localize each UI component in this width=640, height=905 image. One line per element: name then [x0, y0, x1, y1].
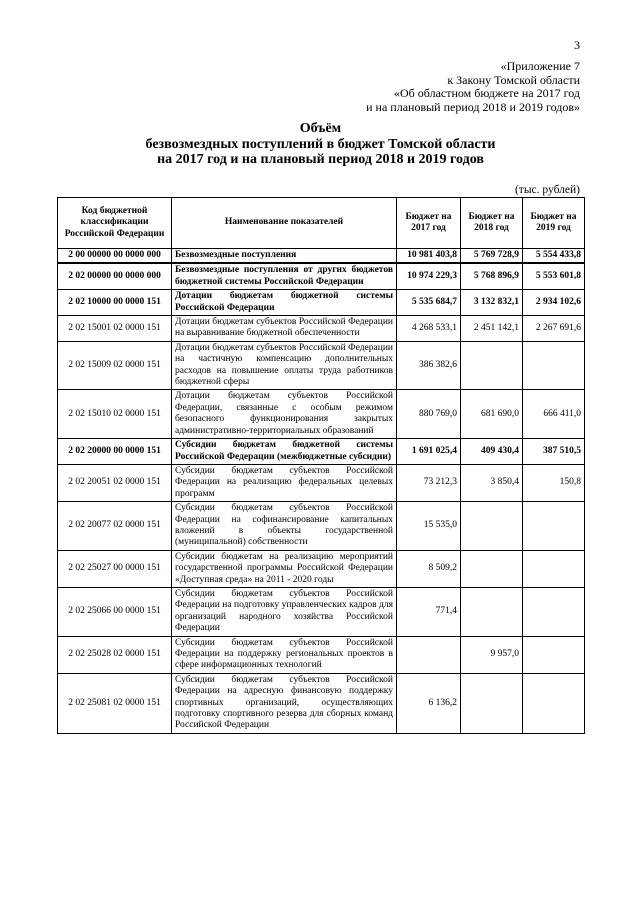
row-name: Субсидии бюджетам субъектов Российской Федерации на реализацию федеральных целевых программ — [172, 464, 397, 501]
row-2018: 409 430,4 — [461, 439, 523, 465]
table-header-row — [58, 198, 585, 249]
row-2017: 8 509,2 — [397, 550, 461, 587]
row-2017: 771,4 — [397, 587, 461, 636]
row-name: Безвозмездные поступления — [172, 249, 397, 264]
row-2018 — [461, 502, 523, 551]
row-2018: 3 132 832,1 — [461, 290, 523, 316]
row-name: Дотации бюджетам субъектов Российской Федерации на выравнивание бюджетной обеспеченности — [172, 316, 397, 342]
appendix-line: к Закону Томской области — [447, 72, 580, 87]
header-name: Наименование показателей — [172, 198, 397, 249]
table-row — [58, 587, 585, 636]
table-row — [58, 439, 585, 465]
row-code: 2 02 15009 02 0000 151 — [58, 341, 172, 390]
row-code: 2 02 20077 02 0000 151 — [58, 502, 172, 551]
row-code: 2 02 25027 00 0000 151 — [58, 550, 172, 587]
row-2017: 6 136,2 — [397, 673, 461, 733]
title-line: Объём — [299, 121, 342, 136]
table-row — [58, 390, 585, 439]
row-2017: 73 212,3 — [397, 464, 461, 501]
budget-table — [57, 197, 585, 734]
row-2017: 15 535,0 — [397, 502, 461, 551]
row-2017: 4 268 533,1 — [397, 316, 461, 342]
row-2019: 387 510,5 — [523, 439, 585, 465]
row-name: Субсидии бюджетам на реализацию мероприятий государственной программы Российской Федерации «Доступная среда» на 2011 - 2020 годы — [172, 550, 397, 587]
row-code: 2 02 15010 02 0000 151 — [58, 390, 172, 439]
row-2017: 386 382,6 — [397, 341, 461, 390]
appendix-line: и на плановый период 2018 и 2019 годов» — [366, 99, 580, 114]
row-2019 — [523, 673, 585, 733]
row-name: Субсидии бюджетам субъектов Российской Федерации на адресную финансовую поддержку спортивных организаций, осуществляющих подготовку спортивного резерва для сборных команд Российской Федерации — [172, 673, 397, 733]
row-code: 2 02 25028 02 0000 151 — [58, 636, 172, 673]
header-2017: Бюджет на 2017 год — [397, 198, 461, 249]
row-name: Безвозмездные поступления от других бюджетов бюджетной системы Российской Федерации — [172, 263, 397, 289]
table-row — [58, 290, 585, 316]
table-row — [58, 550, 585, 587]
table-row — [58, 636, 585, 673]
title-line: безвозмездных поступлений в бюджет Томской области — [145, 136, 496, 152]
row-code: 2 02 00000 00 0000 000 — [58, 263, 172, 289]
row-2018 — [461, 550, 523, 587]
header-2018: Бюджет на 2018 год — [461, 198, 523, 249]
row-2019: 5 553 601,8 — [523, 263, 585, 289]
row-2019 — [523, 502, 585, 551]
row-name: Субсидии бюджетам субъектов Российской Федерации на подготовку управленческих кадров для организаций народного хозяйства Российской Федерации — [172, 587, 397, 636]
row-code: 2 02 20051 02 0000 151 — [58, 464, 172, 501]
row-2017: 10 974 229,3 — [397, 263, 461, 289]
page-number: 3 — [574, 38, 580, 52]
table-row — [58, 502, 585, 551]
row-2019 — [523, 341, 585, 390]
row-2017: 1 691 025,4 — [397, 439, 461, 465]
row-2018: 9 957,0 — [461, 636, 523, 673]
row-name: Дотации бюджетам бюджетной системы Российской Федерации — [172, 290, 397, 316]
table-row — [58, 464, 585, 501]
row-2018 — [461, 673, 523, 733]
appendix-caption — [280, 60, 580, 114]
table-row — [58, 263, 585, 289]
row-code: 2 02 10000 00 0000 151 — [58, 290, 172, 316]
header-code: Код бюджетной классификации Российской Федерации — [58, 198, 172, 249]
row-2019: 2 267 691,6 — [523, 316, 585, 342]
table-row — [58, 249, 585, 264]
row-code: 2 02 20000 00 0000 151 — [58, 439, 172, 465]
row-name: Субсидии бюджетам бюджетной системы Российской Федерации (межбюджетные субсидии) — [172, 439, 397, 465]
row-2018 — [461, 587, 523, 636]
row-2019 — [523, 636, 585, 673]
row-2018: 2 451 142,1 — [461, 316, 523, 342]
row-name: Дотации бюджетам субъектов Российской Федерации, связанные с особым режимом безопасного функционирования закрытых административно-территориальных образований — [172, 390, 397, 439]
document-title — [57, 121, 584, 168]
header-2019: Бюджет на 2019 год — [523, 198, 585, 249]
row-2018: 681 690,0 — [461, 390, 523, 439]
row-2017: 880 769,0 — [397, 390, 461, 439]
row-2017: 5 535 684,7 — [397, 290, 461, 316]
row-code: 2 00 00000 00 0000 000 — [58, 249, 172, 264]
row-2019 — [523, 587, 585, 636]
row-2019: 5 554 433,8 — [523, 249, 585, 264]
table-row — [58, 673, 585, 733]
row-2019: 2 934 102,6 — [523, 290, 585, 316]
row-code: 2 02 25066 00 0000 151 — [58, 587, 172, 636]
table-row — [58, 316, 585, 342]
row-name: Субсидии бюджетам субъектов Российской Федерации на софинансирование капитальных вложений в объекты государственной (муниципальной) собственности — [172, 502, 397, 551]
row-2019 — [523, 550, 585, 587]
table-body — [58, 249, 585, 734]
appendix-line: «Приложение 7 — [500, 59, 580, 73]
row-name: Дотации бюджетам субъектов Российской Федерации на частичную компенсацию дополнительных расходов на повышение оплаты труда работников бюджетной сферы — [172, 341, 397, 390]
row-2017 — [397, 636, 461, 673]
row-code: 2 02 15001 02 0000 151 — [58, 316, 172, 342]
title-line: на 2017 год и на плановый период 2018 и 2019 годов — [157, 152, 484, 167]
row-2018: 3 850,4 — [461, 464, 523, 501]
units-label: (тыс. рублей) — [514, 184, 580, 196]
row-2018 — [461, 341, 523, 390]
table-row — [58, 341, 585, 390]
appendix-line: «Об областном бюджете на 2017 год — [394, 86, 580, 100]
row-code: 2 02 25081 02 0000 151 — [58, 673, 172, 733]
row-2019: 150,8 — [523, 464, 585, 501]
row-2018: 5 769 728,9 — [461, 249, 523, 264]
row-2018: 5 768 896,9 — [461, 263, 523, 289]
row-name: Субсидии бюджетам субъектов Российской Федерации на поддержку региональных проектов в сфере информационных технологий — [172, 636, 397, 673]
row-2017: 10 981 403,8 — [397, 249, 461, 264]
row-2019: 666 411,0 — [523, 390, 585, 439]
